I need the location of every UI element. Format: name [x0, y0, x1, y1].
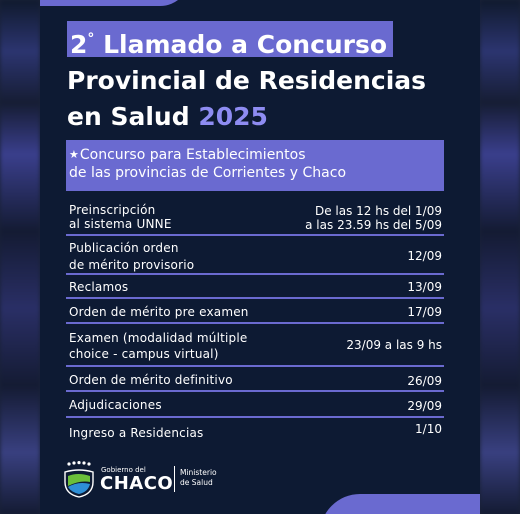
date-line: a las 23.59 hs del 5/09 — [305, 218, 442, 232]
title-ordinal-number: 2 — [70, 30, 88, 59]
top-decorative-shape — [40, 0, 190, 6]
schedule-item-date — [407, 249, 442, 263]
date-line: 26/09 — [407, 374, 442, 388]
schedule-item-label — [69, 373, 233, 387]
schedule-item-date — [346, 338, 442, 352]
label-line: al sistema UNNE — [69, 217, 172, 231]
schedule-item-date — [407, 374, 442, 388]
label-line: de mérito provisorio — [69, 258, 195, 272]
schedule-item-date — [407, 399, 442, 413]
intro-box — [66, 140, 444, 191]
label-line: Publicación orden — [69, 241, 179, 255]
chaco-logo-icon — [62, 460, 96, 498]
title-line-1-text: Llamado a Concurso — [94, 30, 388, 59]
date-line: 13/09 — [407, 280, 442, 294]
star-icon: ★ — [69, 148, 79, 161]
schedule-item-date — [407, 305, 442, 319]
poster-title — [67, 21, 426, 135]
schedule-row — [66, 418, 444, 446]
intro-line-1-text: Concurso para Establecimientos — [79, 147, 306, 163]
schedule-item-label — [69, 203, 172, 231]
schedule-item-label — [69, 280, 128, 294]
schedule-row — [66, 236, 444, 275]
government-prefix: Gobierno del — [101, 466, 146, 474]
schedule-item-label — [69, 305, 249, 319]
schedule-item-label — [69, 426, 204, 440]
schedule-row — [66, 324, 444, 367]
title-line-3-text: en Salud — [67, 102, 199, 131]
date-line: De las 12 hs del 1/09 — [314, 204, 442, 218]
date-line: 1/10 — [415, 422, 442, 436]
schedule-row — [66, 299, 444, 324]
schedule-item-date — [305, 204, 442, 232]
ministry-name — [180, 468, 217, 488]
schedule-row — [66, 392, 444, 418]
label-line: Preinscripción — [69, 203, 156, 217]
government-name: CHACO — [100, 473, 174, 494]
intro-line-1 — [69, 146, 444, 164]
schedule-row — [66, 367, 444, 392]
title-line-2: Provincial de Residencias — [67, 66, 427, 95]
title-line-3 — [67, 99, 426, 135]
intro-line-2: de las provincias de Corrientes y Chaco — [69, 165, 347, 181]
date-line: 29/09 — [407, 399, 442, 413]
schedule-item-label — [69, 330, 248, 362]
schedule-item-date — [415, 422, 442, 436]
bottom-decorative-shape — [320, 494, 480, 514]
date-line: 12/09 — [407, 249, 442, 263]
label-line: Adjudicaciones — [69, 398, 162, 412]
title-year: 2025 — [198, 102, 268, 131]
schedule-item-label — [69, 398, 162, 412]
ministry-line-2: de Salud — [180, 478, 213, 487]
schedule-table — [66, 197, 444, 446]
label-line: Orden de mérito definitivo — [69, 373, 233, 387]
ministry-line-1: Ministerio — [180, 468, 217, 477]
label-line: Examen (modalidad múltiple — [69, 331, 248, 345]
schedule-item-date — [407, 280, 442, 294]
date-line: 23/09 a las 9 hs — [346, 338, 442, 352]
schedule-item-label — [69, 240, 194, 274]
schedule-row — [66, 197, 444, 236]
schedule-row — [66, 275, 444, 299]
label-line: Reclamos — [69, 280, 129, 294]
poster — [40, 0, 480, 514]
label-line: Orden de mérito pre examen — [69, 305, 249, 319]
title-line-1 — [67, 21, 393, 57]
footer-divider — [174, 466, 175, 492]
date-line: 17/09 — [407, 305, 442, 319]
blurred-background-right — [480, 0, 520, 514]
blurred-background-left — [0, 0, 40, 514]
label-line: Ingreso a Residencias — [69, 426, 204, 440]
label-line: choice - campus virtual) — [69, 347, 219, 361]
title-ordinal-mark: ° — [87, 31, 95, 47]
